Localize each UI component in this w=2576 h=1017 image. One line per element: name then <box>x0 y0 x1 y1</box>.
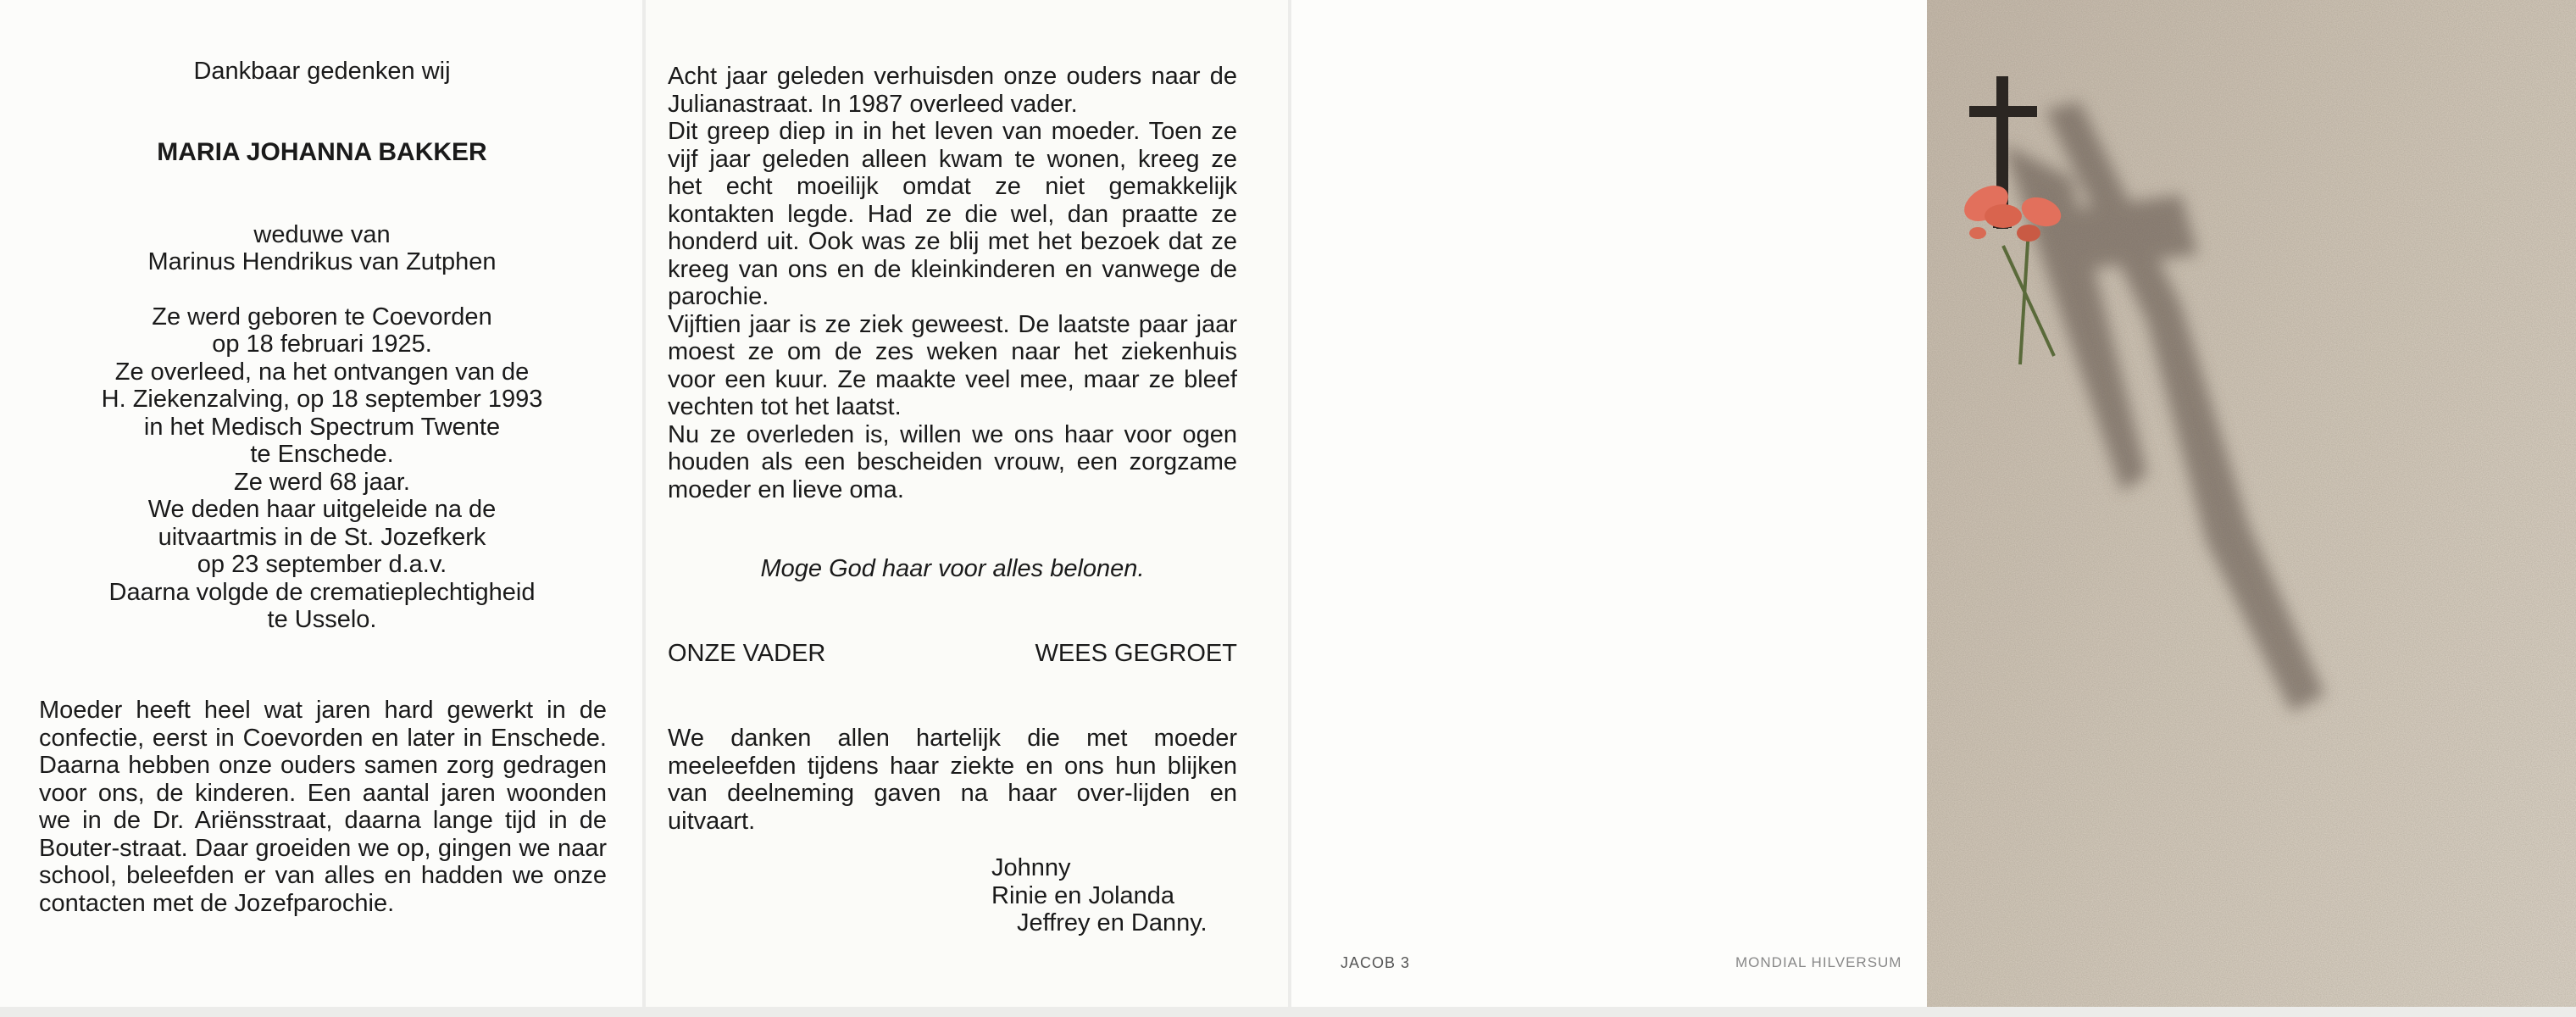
detail-line: uitvaartmis in de St. Jozefkerk <box>158 523 486 551</box>
stucco-wall <box>1927 0 2576 1007</box>
prayers-row <box>668 640 1237 668</box>
story-paragraph-4: Nu ze overleden is, willen we ons haar voor ogen houden als een bescheiden vrouw, een zorgzame moeder en lieve oma. <box>668 420 1237 503</box>
detail-line: op 18 februari 1925. <box>212 331 432 358</box>
detail-line: Ze werd 68 jaar. <box>234 468 410 496</box>
prayer-onze-vader: ONZE VADER <box>668 640 826 667</box>
story-paragraph-2: Dit greep diep in in het leven van moeder. Toen ze vijf jaar geleden alleen kwam te wonen, kreeg ze het echt moeilijk omdat ze niet gemakkelijk kontakten legde. Had ze die wel, dan praatte ze honderd uit. Ook was ze blij met het bezoek dat ze kreeg van ons en de kleinkinderen en vanwege de parochie. <box>668 118 1237 310</box>
detail-line: in het Medisch Spectrum Twente <box>143 413 501 441</box>
detail-line: Ze werd geboren te Coevorden <box>152 303 492 331</box>
detail-line: We deden haar uitgeleide na de <box>147 496 497 523</box>
widow-of-line-2: Marinus Hendrikus van Zutphen <box>147 248 497 275</box>
detail-line: te Enschede. <box>250 441 394 468</box>
cross-with-flowers-photo <box>1927 0 2576 1007</box>
detail-line: op 23 september d.a.v. <box>197 551 447 578</box>
print-code: JACOB 3 <box>1341 954 1411 971</box>
signoff-line: Johnny <box>991 854 1071 881</box>
thanks-text: We danken allen hartelijk die met moeder meeleefden tijdens haar ziekte en ons hun blijken van deelneming gaven na haar over-lijden en uitvaart. <box>668 725 1237 835</box>
signoff-line: Rinie en Jolanda <box>991 881 1175 909</box>
story-block <box>668 63 1237 503</box>
life-story-paragraph <box>39 697 607 917</box>
detail-line: Daarna volgde de crematieplechtigheid <box>108 578 536 606</box>
life-story-text: Moeder heeft heel wat jaren hard gewerkt in de confectie, eerst in Coevorden en later in Enschede. Daarna hebben onze ouders samen zorg gedragen voor ons, de kinderen. Een aantal jaren woonden we in de Dr. Ariënsstraat, daarna lange tijd in de Bouter-straat. Daar groeiden we op, gingen we naar school, beleefden er van alles en hadden we onze contacten met de Jozefparochie. <box>39 697 607 917</box>
photo-panel <box>1927 0 2576 1007</box>
intro-heading: Dankbaar gedenken wij <box>193 58 451 85</box>
detail-line: Ze overleed, na het ontvangen van de <box>114 358 530 386</box>
signoff-block <box>991 854 1246 937</box>
signoff-line: Jeffrey en Danny. <box>1017 909 1208 936</box>
story-paragraph-3: Vijftien jaar is ze ziek geweest. De laatste paar jaar moest ze om de zes weken naar het ziekenhuis voor een kuur. Ze maakte veel mee, maar ze bleef vechten tot het laatst. <box>668 310 1237 420</box>
printer-name: MONDIAL HILVERSUM <box>1735 954 1902 970</box>
blessing-line: Moge God haar voor alles belonen. <box>760 555 1145 582</box>
thanks-paragraph <box>668 725 1237 835</box>
widow-of-line-1: weduwe van <box>253 220 391 248</box>
story-paragraph-1: Acht jaar geleden verhuisden onze ouders naar de Julianastraat. In 1987 overleed vader. <box>668 63 1237 118</box>
detail-line: te Usselo. <box>267 606 377 633</box>
intro-block <box>34 58 610 634</box>
prayer-wees-gegroet: WEES GEGROET <box>1035 640 1237 667</box>
deceased-name: MARIA JOHANNA BAKKER <box>157 138 487 166</box>
card-panel-blank <box>1291 0 1927 1007</box>
detail-line: H. Ziekenzalving, op 18 september 1993 <box>101 386 543 413</box>
